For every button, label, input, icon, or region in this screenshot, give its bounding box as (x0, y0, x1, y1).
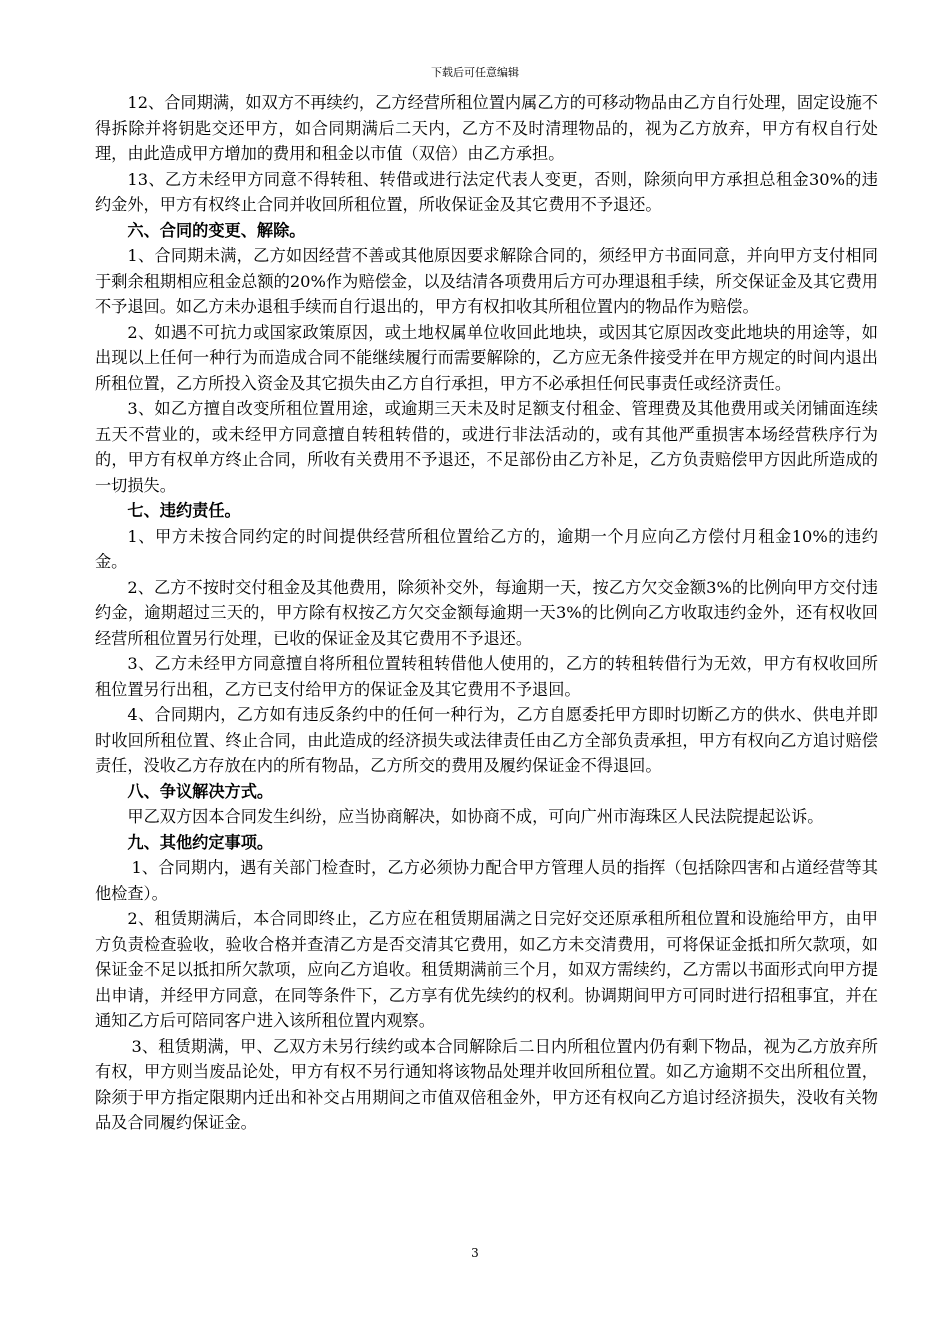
clause-12: 12、合同期满，如双方不再续约，乙方经营所租位置内属乙方的可移动物品由乙方自行处理，固定设施不得拆除并将钥匙交还甲方，如合同期满后二天内，乙方不及时清理物品的，视为乙方放弃，甲方有权自行处理，由此造成甲方增加的费用和租金以市值（双倍）由乙方承担。 (95, 93, 878, 163)
page-header: 下载后可任意编辑 (431, 66, 519, 79)
section-9-clause-1: 1、合同期内，遇有关部门检查时，乙方必须协力配合甲方管理人员的指挥（包括除四害和占道经营等其他检查）。 (95, 858, 878, 903)
document-body (95, 90, 878, 1136)
section-9-clause-2: 2、租赁期满后，本合同即终止，乙方应在租赁期届满之日完好交还原承租所租位置和设施给甲方，由甲方负责检查验收，验收合格并查清乙方是否交清其它费用，如乙方未交清费用，可将保证金抵扣所欠款项，如保证金不足以抵扣所欠款项，应向乙方追收。租赁期满前三个月，如双方需续约，乙方需以书面形式向甲方提出申请，并经甲方同意，在同等条件下，乙方享有优先续约的权利。协调期间甲方可同时进行招租事宜，并在通知乙方后可陪同客户进入该所租位置内观察。 (95, 909, 878, 1030)
section-7-heading: 七、违约责任。 (127, 501, 241, 520)
section-6-clause-2: 2、如遇不可抗力或国家政策原因，或土地权属单位收回此地块，或因其它原因改变此地块的用途等，如出现以上任何一种行为而造成合同不能继续履行而需要解除的，乙方应无条件接受并在甲方规定的时间内退出所租位置，乙方所投入资金及其它损失由乙方自行承担，甲方不必承担任何民事责任或经济责任。 (95, 322, 878, 393)
section-6-heading: 六、合同的变更、解除。 (127, 220, 306, 240)
section-7-clause-3: 3、乙方未经甲方同意擅自将所租位置转租转借他人使用的，乙方的转租转借行为无效，甲方有权收回所租位置另行出租，乙方已支付给甲方的保证金及其它费用不予退回。 (95, 654, 878, 699)
section-6-clause-3: 3、如乙方擅自改变所租位置用途，或逾期三天未及时足额支付租金、管理费及其他费用或关闭铺面连续五天不营业的，或未经甲方同意擅自转租转借的，或进行非法活动的，或有其他严重损害本场经营秩序行为的，甲方有权单方终止合同，所收有关费用不予退还，不足部份由乙方补足，乙方负责赔偿甲方因此所造成的一切损失。 (95, 399, 878, 495)
clause-13: 13、乙方未经甲方同意不得转租、转借或进行法定代表人变更，否则，除须向甲方承担总租金30%的违约金外，甲方有权终止合同并收回所租位置，所收保证金及其它费用不予退还。 (95, 169, 878, 214)
section-9-heading: 九、其他约定事项。 (127, 832, 274, 852)
section-7-clause-4: 4、合同期内，乙方如有违反条约中的任何一种行为，乙方自愿委托甲方即时切断乙方的供水、供电并即时收回所租位置、终止合同，由此造成的经济损失或法律责任由乙方全部负责承担，甲方有权向乙方追讨赔偿责任，没收乙方存放在内的所有物品，乙方所交的费用及履约保证金不得退回。 (95, 705, 878, 775)
section-9-clause-3: 3、租赁期满，甲、乙双方未另行续约或本合同解除后二日内所租位置内仍有剩下物品，视为乙方放弃所有权，甲方则当废品论处，甲方有权不另行通知将该物品处理并收回所租位置。如乙方逾期不交出所租位置，除须于甲方指定限期内迁出和补交占用期间之市值双倍租金外，甲方还有权向乙方追讨经济损失，没收有关物品及合同履约保证金。 (95, 1036, 878, 1132)
section-6-clause-1: 1、合同期未满，乙方如因经营不善或其他原因要求解除合同的，须经甲方书面同意，并向甲方支付相同于剩余租期相应租金总额的20%作为赔偿金，以及结清各项费用后方可办理退租手续，所交保证金及其它费用不予退回。如乙方未办退租手续而自行退出的，甲方有权扣收其所租位置内的物品作为赔偿。 (95, 246, 878, 316)
section-7-clause-1: 1、甲方未按合同约定的时间提供经营所租位置给乙方的，逾期一个月应向乙方偿付月租金10%的违约金。 (95, 526, 878, 571)
page-number: 3 (471, 1246, 479, 1260)
section-8-clause-1: 甲乙双方因本合同发生纠纷，应当协商解决，如协商不成，可向广州市海珠区人民法院提起讼诉。 (127, 807, 824, 826)
section-7-clause-2: 2、乙方不按时交付租金及其他费用，除须补交外，每逾期一天，按乙方欠交金额3%的比例向甲方交付违约金，逾期超过三天的，甲方除有权按乙方欠交金额每逾期一天3%的比例向乙方收取违约金外，还有权收回经营所租位置另行处理，已收的保证金及其它费用不予退还。 (95, 577, 878, 648)
section-8-heading: 八、争议解决方式。 (127, 781, 274, 801)
